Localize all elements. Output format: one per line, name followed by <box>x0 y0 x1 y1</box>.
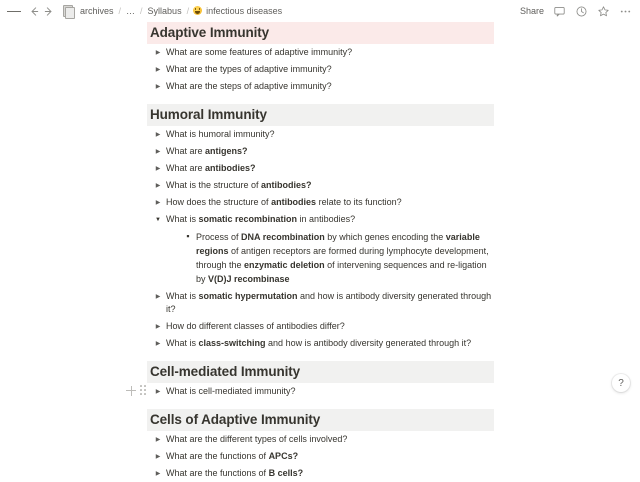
toggle-list-item[interactable] <box>152 431 494 448</box>
list-item-text <box>166 46 494 59</box>
chevron-right-icon[interactable]: ▶ <box>155 49 161 56</box>
bold-text-fragment: APCs? <box>268 451 299 461</box>
bold-text-fragment: V(D)J recombinase <box>208 274 290 284</box>
chevron-right-icon[interactable]: ▶ <box>155 293 161 300</box>
text-fragment: How does the structure of <box>166 197 272 207</box>
bold-text-fragment: variable regions <box>196 232 480 256</box>
toggle-list-item[interactable] <box>152 44 494 61</box>
text-fragment: How do different classes of antibodies differ? <box>166 321 345 331</box>
list-item-text <box>166 162 494 175</box>
list-item-text <box>166 290 494 316</box>
breadcrumb-item-syllabus[interactable]: Syllabus <box>147 6 182 16</box>
bold-text-fragment: enzymatic deletion <box>244 260 325 270</box>
bold-text-fragment: DNA recombination <box>241 232 325 242</box>
block-gutter-controls <box>126 385 147 396</box>
toggle-list-item[interactable] <box>152 143 494 160</box>
chevron-right-icon[interactable]: ▶ <box>155 148 161 155</box>
text-fragment: of intervening sequences and re-ligation by <box>196 260 487 284</box>
list-item-text <box>166 80 494 93</box>
text-fragment: What are the different types of cells involved? <box>166 434 348 444</box>
breadcrumb-separator: / <box>118 6 122 16</box>
list-item-text <box>166 385 494 398</box>
bold-text-fragment: antibodies? <box>205 163 256 173</box>
text-fragment: by which genes encoding the <box>324 232 446 242</box>
toggle-list-item[interactable] <box>152 78 494 95</box>
toggle-list-item[interactable] <box>152 335 494 352</box>
text-fragment: What are <box>166 163 206 173</box>
clock-history-icon[interactable] <box>575 5 588 18</box>
text-fragment: Process of <box>196 232 242 242</box>
chevron-right-icon[interactable]: ▶ <box>155 470 161 477</box>
text-fragment: What is <box>166 291 199 301</box>
chevron-right-icon[interactable]: ▶ <box>155 436 161 443</box>
chevron-right-icon[interactable]: ▶ <box>155 83 161 90</box>
toggle-list-item[interactable] <box>152 318 494 335</box>
section-heading: Humoral Immunity <box>147 104 494 126</box>
list-item-text <box>166 145 494 158</box>
bold-text-fragment: antigens? <box>205 146 248 156</box>
toggle-list-item[interactable] <box>152 160 494 177</box>
comment-icon[interactable] <box>553 5 566 18</box>
bulleted-list-item[interactable] <box>182 228 494 288</box>
block-spacer <box>147 95 494 104</box>
list-item-text <box>166 433 494 446</box>
toggle-list-item[interactable] <box>152 383 494 400</box>
hamburger-menu-icon[interactable] <box>7 4 21 18</box>
back-arrow-icon[interactable] <box>28 4 41 18</box>
document-stack-front-page <box>65 7 75 19</box>
chevron-right-icon[interactable]: ▶ <box>155 388 161 395</box>
text-fragment: and how is antibody diversity generated through it? <box>166 291 492 314</box>
text-fragment: What are some features of adaptive immunity? <box>166 47 353 57</box>
text-fragment: What is <box>166 214 199 224</box>
chevron-right-icon[interactable]: ▶ <box>155 66 161 73</box>
breadcrumb-item-infectious-diseases[interactable]: infectious diseases <box>206 6 283 16</box>
chevron-down-icon[interactable]: ▼ <box>155 216 161 223</box>
toggle-list-item[interactable] <box>152 448 494 465</box>
toggle-list-item[interactable] <box>152 126 494 143</box>
bold-text-fragment: somatic recombination <box>198 214 298 224</box>
page-body <box>0 22 640 478</box>
chevron-right-icon[interactable]: ▶ <box>155 165 161 172</box>
section-heading: Cells of Adaptive Immunity <box>147 409 494 431</box>
text-fragment: What is the structure of <box>166 180 262 190</box>
document-content <box>147 22 494 482</box>
plus-icon[interactable] <box>126 386 136 396</box>
list-item-text <box>166 196 494 209</box>
list-item-text <box>166 213 494 226</box>
smiling-face-icon <box>193 5 202 17</box>
list-item-text <box>196 230 494 286</box>
text-fragment: What are the functions of <box>166 451 269 461</box>
chevron-right-icon[interactable]: ▶ <box>155 340 161 347</box>
text-fragment: What is humoral immunity? <box>166 129 275 139</box>
bold-text-fragment: B cells? <box>268 468 304 478</box>
text-fragment: of antigen receptors are formed during lymphocyte development, through the <box>196 246 489 270</box>
breadcrumb-separator: / <box>186 6 190 16</box>
toggle-list-item[interactable] <box>152 288 494 318</box>
star-icon[interactable] <box>597 5 610 18</box>
text-fragment: What is cell-mediated immunity? <box>166 386 296 396</box>
list-item-text <box>166 320 494 333</box>
top-bar-actions <box>520 5 632 18</box>
forward-arrow-icon[interactable] <box>42 4 55 18</box>
list-item-text <box>166 63 494 76</box>
top-bar <box>0 0 640 22</box>
chevron-right-icon[interactable]: ▶ <box>155 199 161 206</box>
list-item-text <box>166 128 494 141</box>
toggle-list-item[interactable] <box>152 194 494 211</box>
toggle-list-item[interactable] <box>152 211 494 228</box>
chevron-right-icon[interactable]: ▶ <box>155 453 161 460</box>
list-item-text <box>166 337 494 350</box>
list-item-text <box>166 467 494 480</box>
share-button[interactable]: Share <box>519 6 544 16</box>
block-spacer <box>147 400 494 409</box>
toggle-list-item[interactable] <box>152 465 494 482</box>
toggle-list-item[interactable] <box>152 177 494 194</box>
text-fragment: What are the functions of <box>166 468 269 478</box>
text-fragment: What are <box>166 146 206 156</box>
text-fragment: What are the steps of adaptive immunity? <box>166 81 332 91</box>
bold-text-fragment: class-switching <box>198 338 266 348</box>
document-stack-icon <box>61 4 75 18</box>
toggle-list-item[interactable] <box>152 61 494 78</box>
section-heading: Cell-mediated Immunity <box>147 361 494 383</box>
breadcrumb-item-ellipsis[interactable]: … <box>126 6 136 16</box>
bullet-icon: ▪ <box>186 231 190 241</box>
chevron-right-icon[interactable]: ▶ <box>155 182 161 189</box>
text-fragment: in antibodies? <box>297 214 356 224</box>
bold-text-fragment: antibodies? <box>261 180 312 190</box>
section-heading: Adaptive Immunity <box>147 22 494 44</box>
list-item-text <box>166 450 494 463</box>
breadcrumb-item-archives[interactable]: archives <box>80 6 114 16</box>
bold-text-fragment: somatic hypermutation <box>198 291 298 301</box>
text-fragment: and how is antibody diversity generated through it? <box>265 338 472 348</box>
more-options-icon[interactable] <box>619 5 632 18</box>
chevron-right-icon[interactable]: ▶ <box>155 131 161 138</box>
breadcrumb-separator: / <box>140 6 143 16</box>
help-button[interactable]: ? <box>612 374 630 392</box>
drag-handle-icon[interactable] <box>140 385 147 396</box>
block-spacer <box>147 352 494 361</box>
list-item-text <box>166 179 494 192</box>
text-fragment: What is <box>166 338 199 348</box>
text-fragment: relate to its function? <box>316 197 402 207</box>
bold-text-fragment: antibodies <box>271 197 317 207</box>
text-fragment: What are the types of adaptive immunity? <box>166 64 332 74</box>
chevron-right-icon[interactable]: ▶ <box>155 323 161 330</box>
